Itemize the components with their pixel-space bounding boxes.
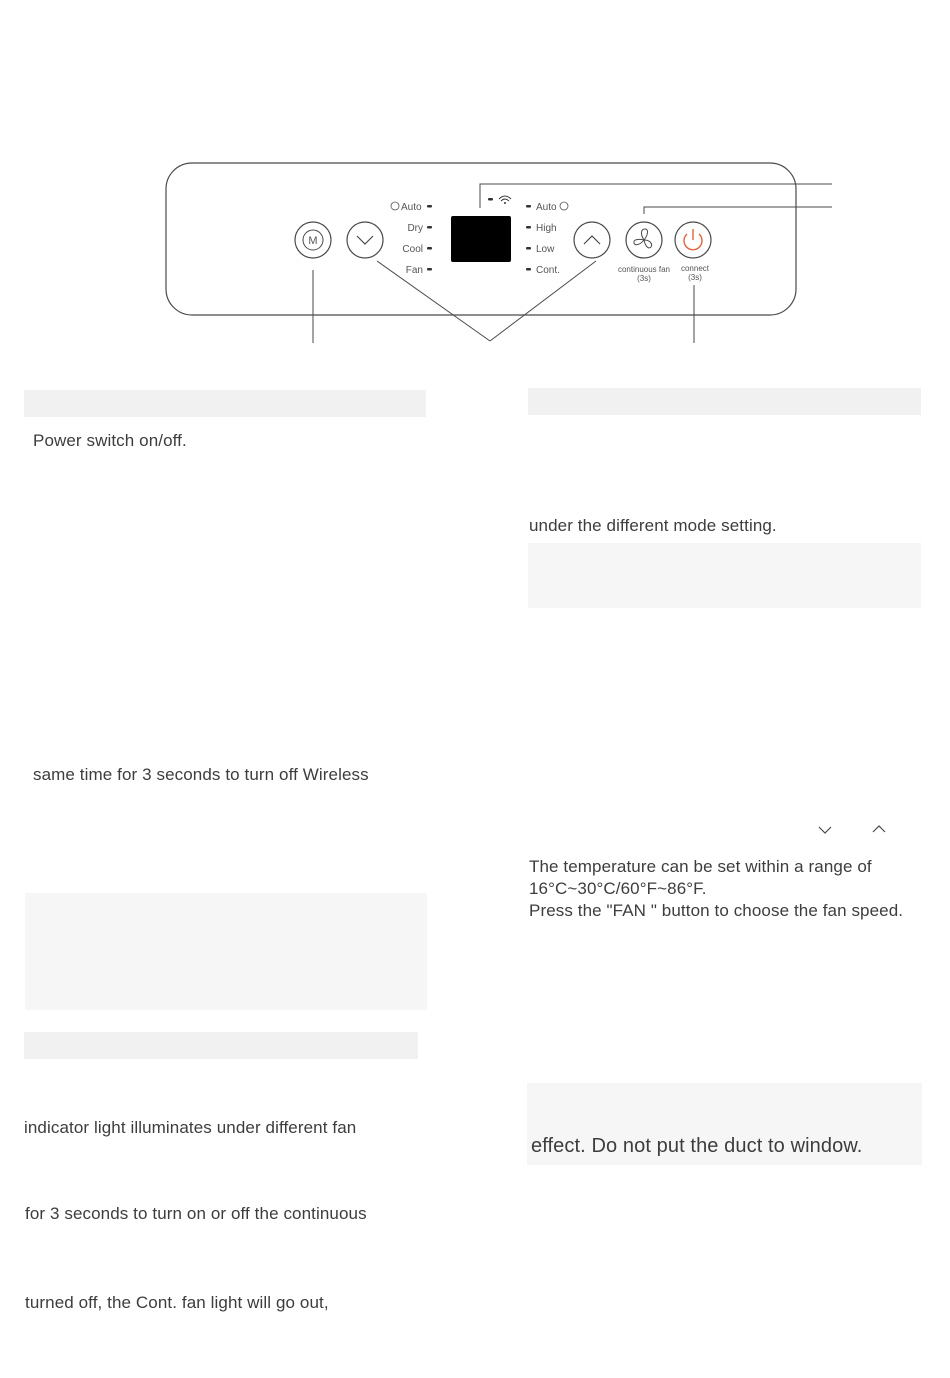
svg-text:M: M: [308, 235, 318, 247]
control-panel-diagram: [0, 0, 950, 360]
mode-label-dry: Dry: [407, 223, 423, 234]
callout-line-fan: [644, 207, 832, 214]
callout-line-display: [480, 184, 832, 208]
fan-button[interactable]: [626, 222, 662, 258]
section-header-bar-fan: [24, 1032, 418, 1059]
mode-label-auto: Auto: [401, 202, 422, 213]
fan-caption: continuous fan: [617, 265, 671, 274]
mode-indicators: [391, 202, 432, 276]
auto-mode-icon: [391, 202, 399, 210]
mode-label-cool: Cool: [402, 244, 423, 255]
down-button[interactable]: [347, 222, 383, 258]
note-box-left: [25, 893, 427, 1010]
fan-indicators: [526, 202, 568, 276]
up-arrow-icon: [871, 824, 887, 834]
power-switch-text: Power switch on/off.: [33, 431, 187, 450]
power-caption: connect: [680, 264, 710, 273]
fan-label-low: Low: [536, 244, 555, 255]
wireless-text: same time for 3 seconds to turn off Wireless: [33, 765, 369, 784]
fan-label-cont: Cont.: [536, 265, 560, 276]
note-box-mode: [528, 543, 921, 608]
mode-label-fan: Fan: [405, 265, 423, 276]
cont-off-text: turned off, the Cont. fan light will go out,: [25, 1293, 329, 1312]
fan-caption-sub: (3s): [637, 274, 651, 283]
display-screen: [451, 216, 511, 262]
fan-label-auto: Auto: [536, 202, 557, 213]
temp-range-line-2: 16°C~30°C/60°F~86°F.: [529, 879, 707, 898]
down-arrow-icon: [817, 825, 833, 835]
fan-indicator-text: indicator light illuminates under different fan: [24, 1118, 357, 1137]
continuous-text: for 3 seconds to turn on or off the continuous: [25, 1204, 367, 1223]
auto-fan-icon: [560, 202, 568, 210]
duct-text: effect. Do not put the duct to window.: [531, 1135, 863, 1157]
section-header-bar-mode: [528, 388, 921, 415]
mode-setting-text: under the different mode setting.: [529, 516, 777, 535]
up-button[interactable]: [574, 222, 610, 258]
section-header-bar-power: [24, 390, 426, 417]
mode-button[interactable]: [295, 222, 331, 258]
fan-label-high: High: [536, 223, 557, 234]
power-button[interactable]: [675, 222, 711, 258]
power-caption-sub: (3s): [688, 273, 702, 282]
callout-line-down: [377, 261, 490, 341]
temp-range-line-1: The temperature can be set within a range of: [529, 857, 872, 876]
fan-press-text: Press the "FAN " button to choose the fan speed.: [529, 901, 904, 920]
wifi-icon: [488, 196, 511, 204]
